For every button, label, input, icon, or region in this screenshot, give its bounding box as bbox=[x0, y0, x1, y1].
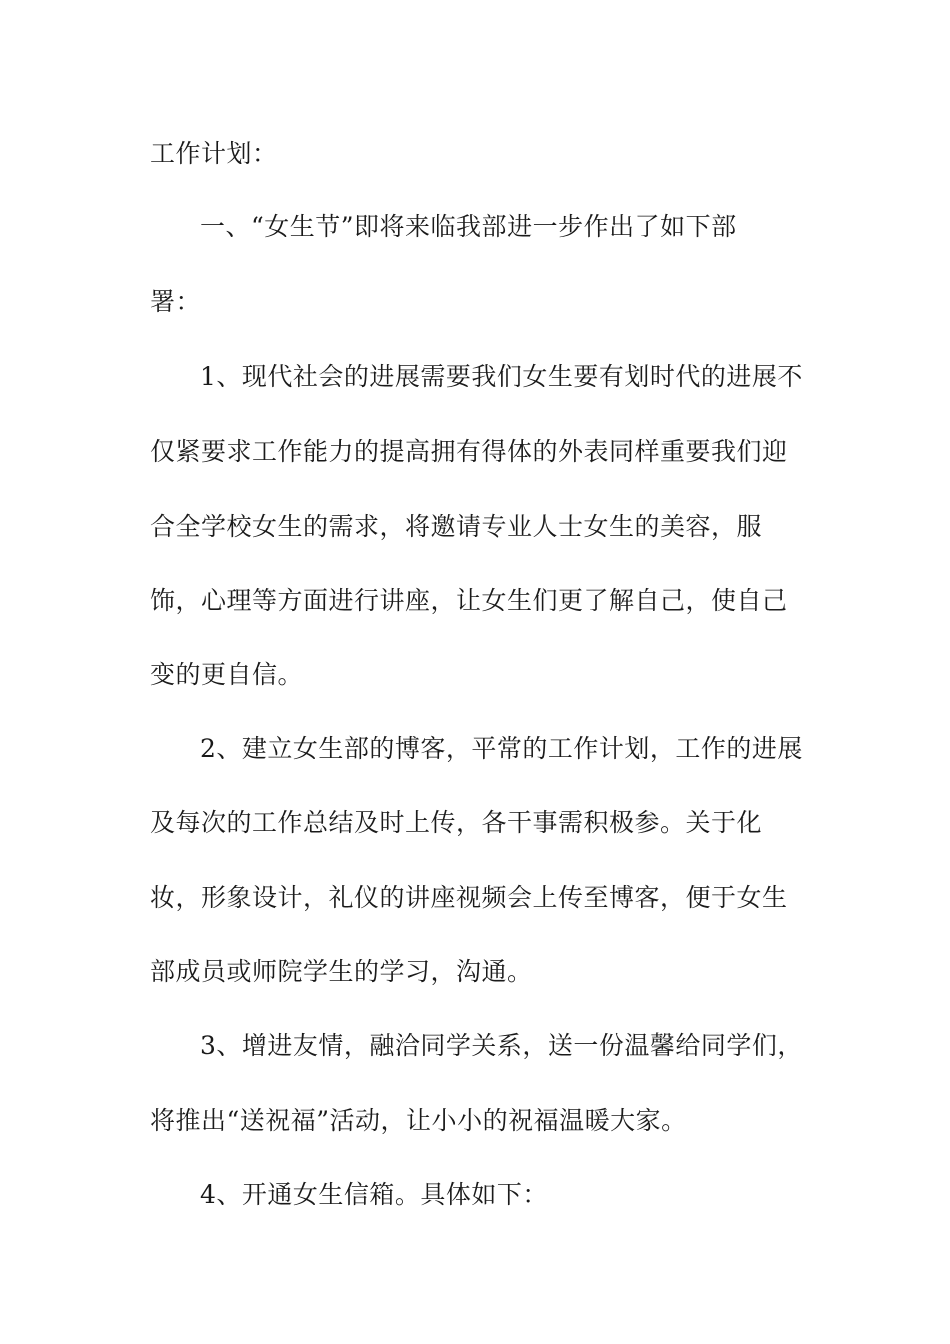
paragraph-line: 2、建立女生部的博客，平常的工作计划，工作的进展 bbox=[200, 734, 803, 763]
paragraph-line: 署： bbox=[150, 287, 202, 316]
paragraph-line: 4、开通女生信箱。具体如下： bbox=[200, 1180, 548, 1209]
paragraph-line: 将推出“送祝福”活动，让小小的祝福温暖大家。 bbox=[150, 1106, 687, 1135]
paragraph-line: 3、增进友情，融洽同学关系，送一份温馨给同学们， bbox=[200, 1031, 803, 1060]
paragraph-line: 一、“女生节”即将来临我部进一步作出了如下部 bbox=[200, 212, 737, 241]
paragraph-line: 变的更自信。 bbox=[150, 660, 304, 689]
paragraph-line: 仅紧要求工作能力的提高拥有得体的外表同样重要我们迎 bbox=[150, 437, 788, 466]
paragraph-line: 合全学校女生的需求，将邀请专业人士女生的美容，服 bbox=[150, 512, 763, 541]
paragraph-line: 及每次的工作总结及时上传，各干事需积极参。关于化 bbox=[150, 808, 763, 837]
paragraph-line: 妆，形象设计，礼仪的讲座视频会上传至博客，便于女生 bbox=[150, 883, 788, 912]
paragraph-line: 饰，心理等方面进行讲座，让女生们更了解自己，使自己 bbox=[150, 586, 788, 615]
paragraph-line: 部成员或师院学生的学习，沟通。 bbox=[150, 957, 533, 986]
paragraph-line: 1、现代社会的进展需要我们女生要有划时代的进展不 bbox=[200, 362, 803, 391]
section-heading: 工作计划： bbox=[150, 139, 278, 168]
